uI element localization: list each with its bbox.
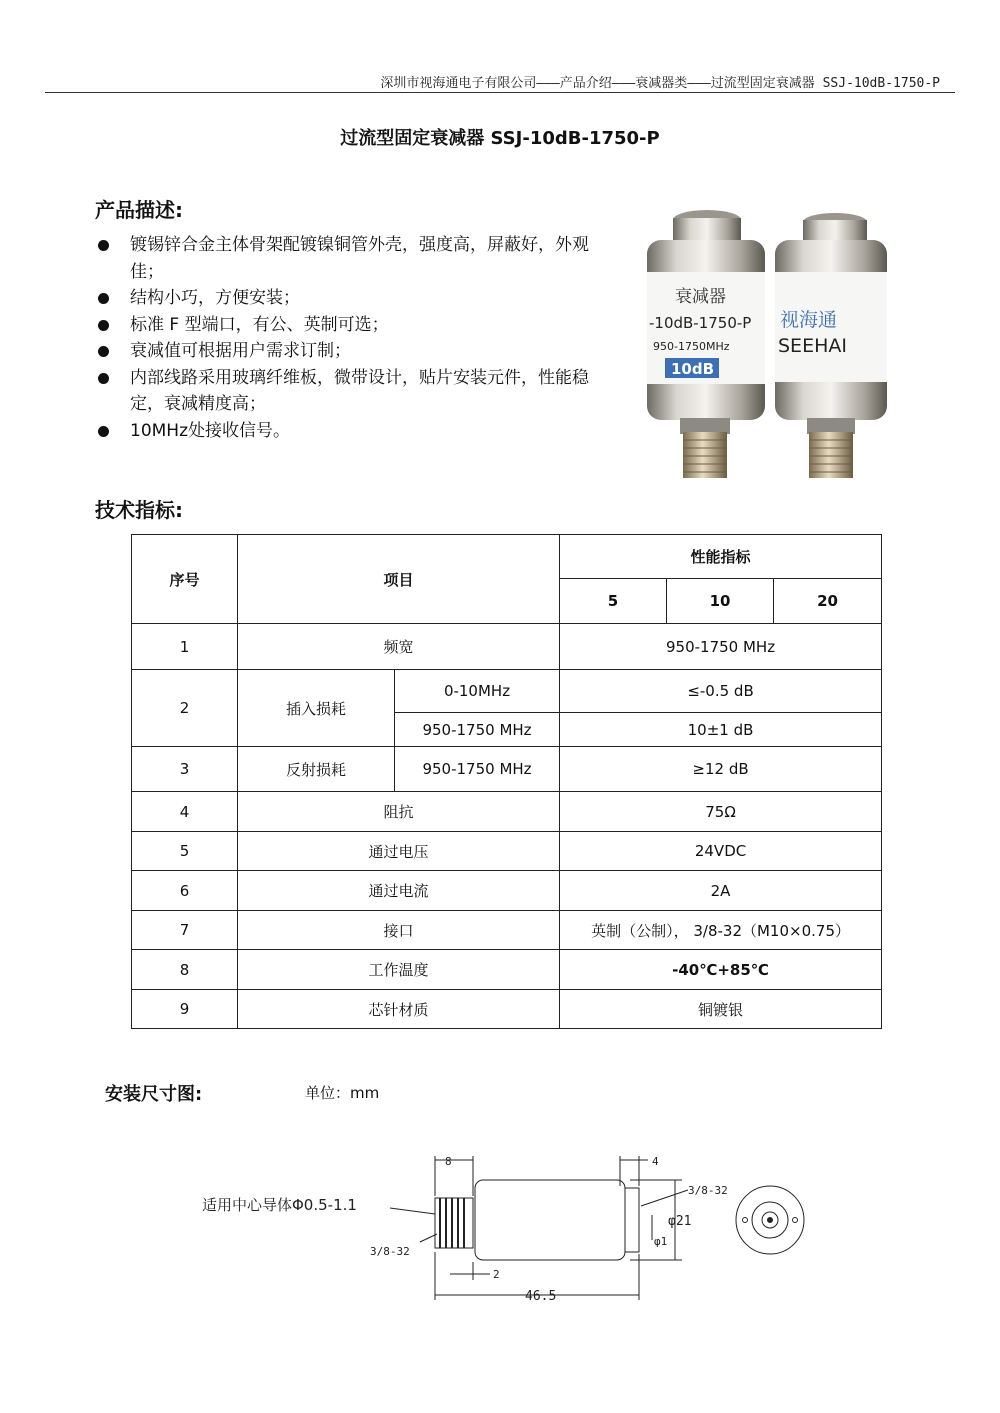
brand-text: SEEHAI: [778, 335, 847, 357]
dim-label: φ1: [654, 1235, 668, 1248]
table-cell: 6: [132, 871, 238, 911]
attenuator-left: [647, 210, 765, 478]
dim-label: φ21: [668, 1214, 692, 1229]
description-list: [95, 232, 615, 444]
table-cell: ≤-0.5 dB: [560, 670, 882, 713]
table-cell: 9: [132, 990, 238, 1029]
table-row: [132, 624, 882, 670]
table-row: [132, 747, 882, 792]
table-cell: 插入损耗: [238, 670, 395, 747]
product-photo: [635, 200, 900, 490]
table-cell: 950-1750 MHz: [395, 747, 560, 792]
spec-table: [131, 534, 882, 1029]
badge-text: 10dB: [671, 360, 715, 378]
table-cell: 频宽: [238, 624, 560, 670]
table-row: [132, 990, 882, 1029]
table-header-row: [132, 535, 882, 579]
dimension-drawing: [190, 1140, 810, 1310]
label-text: 衰减器: [675, 287, 726, 307]
table-cell: 24VDC: [560, 832, 882, 871]
table-cell: 0-10MHz: [395, 670, 560, 713]
table-cell: 通过电流: [238, 871, 560, 911]
table-cell: 工作温度: [238, 950, 560, 990]
table-cell: 芯针材质: [238, 990, 560, 1029]
document-title: 过流型固定衰减器 SSJ-10dB-1750-P: [340, 128, 660, 149]
table-cell: 2: [132, 670, 238, 747]
table-row: [132, 950, 882, 990]
table-cell: 950-1750 MHz: [395, 713, 560, 747]
table-cell: 2A: [560, 871, 882, 911]
header-divider: [45, 92, 955, 93]
table-cell: 7: [132, 911, 238, 950]
table-cell: 英制（公制）， 3/8-32（M10×0.75）: [560, 911, 882, 950]
list-item: 衰减值可根据用户需求订制；: [95, 338, 615, 365]
list-item: 内部线路采用玻璃纤维板，微带设计，贴片安装元件，性能稳定，衰减精度高；: [95, 365, 615, 418]
column-subheader: 20: [774, 579, 882, 624]
table-cell: 接口: [238, 911, 560, 950]
column-header: 项目: [238, 535, 560, 624]
column-header: 性能指标: [560, 535, 882, 579]
list-item: 标准 F 型端口，有公、英制可选；: [95, 312, 615, 339]
right-nut-shape: [625, 1188, 639, 1252]
dim-label: 8: [445, 1155, 452, 1168]
dim-label: 2: [493, 1268, 500, 1281]
dim-label: 3/8-32: [370, 1245, 410, 1258]
page-header-breadcrumb: 深圳市视海通电子有限公司———产品介绍———衰减器类———过流型固定衰减器 SSJ-10dB-1750-P: [380, 76, 940, 91]
unit-label: 单位：mm: [305, 1084, 380, 1102]
dim-label: 4: [652, 1155, 659, 1168]
table-cell: ≥12 dB: [560, 747, 882, 792]
table-cell: 反射损耗: [238, 747, 395, 792]
table-row: [132, 832, 882, 871]
list-item: 镀锡锌合金主体骨架配镀镍铜管外壳，强度高，屏蔽好，外观佳；: [95, 232, 615, 285]
dim-label: 3/8-32: [688, 1184, 728, 1197]
table-row: [132, 871, 882, 911]
table-cell: 通过电压: [238, 832, 560, 871]
description-heading: 产品描述:: [95, 198, 183, 222]
table-cell: 阻抗: [238, 792, 560, 832]
table-cell: -40℃+85℃: [560, 950, 882, 990]
attenuator-right: [775, 213, 887, 478]
table-row: [132, 670, 882, 713]
install-heading: 安装尺寸图:: [105, 1084, 203, 1105]
table-cell: 1: [132, 624, 238, 670]
specs-heading: 技术指标:: [95, 498, 183, 522]
table-cell: 4: [132, 792, 238, 832]
brand-text: 视海通: [780, 309, 838, 331]
list-item: 10MHz处接收信号。: [95, 418, 615, 445]
column-subheader: 5: [560, 579, 667, 624]
table-cell: 75Ω: [560, 792, 882, 832]
column-header: 序号: [132, 535, 238, 624]
table-cell: 8: [132, 950, 238, 990]
list-item: 结构小巧，方便安装；: [95, 285, 615, 312]
label-text: -10dB-1750-P: [649, 314, 752, 332]
label-text: 950-1750MHz: [653, 340, 730, 353]
table-cell: 950-1750 MHz: [560, 624, 882, 670]
table-cell: 10±1 dB: [560, 713, 882, 747]
table-cell: 5: [132, 832, 238, 871]
column-subheader: 10: [667, 579, 774, 624]
body-shape: [475, 1180, 625, 1260]
conductor-label: 适用中心导体Φ0.5-1.1: [202, 1196, 357, 1214]
table-cell: 铜镀银: [560, 990, 882, 1029]
table-row: [132, 792, 882, 832]
table-row: [132, 911, 882, 950]
dim-label: 46.5: [525, 1289, 557, 1304]
table-cell: 3: [132, 747, 238, 792]
